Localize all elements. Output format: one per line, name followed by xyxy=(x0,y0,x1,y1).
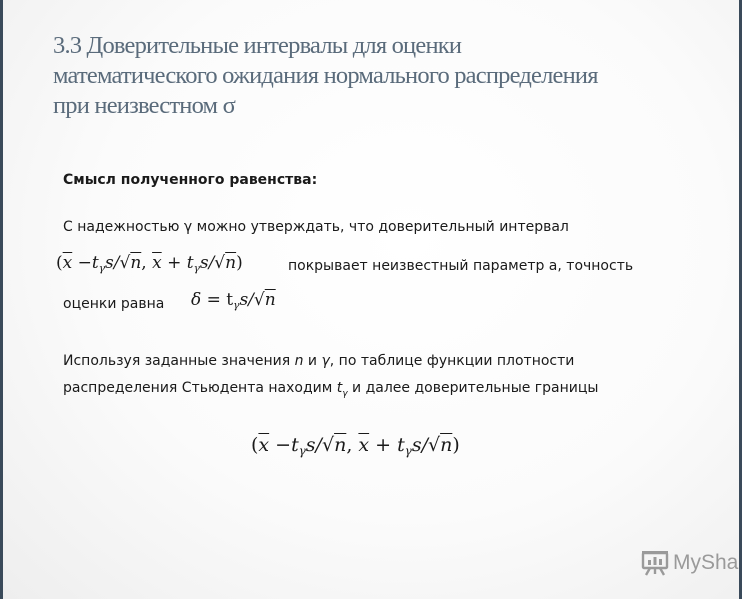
paragraph-line-4: Используя заданные значения n и γ, по таблице функции плотности xyxy=(63,353,575,369)
symbol-gamma: γ xyxy=(321,353,330,369)
delta-formula: $\delta = t_\gamma s/√n$ xyxy=(191,290,276,312)
paragraph-line-3-lead: оценки равна xyxy=(63,296,165,312)
paragraph-line-1: С надежностью γ можно утверждать, что доверительный интервал xyxy=(63,219,569,235)
interval-formula-display: ($\overline{x} -t_\gamma s/√n$, $\overline{x} + t_\gamma s/√n$) xyxy=(251,434,460,459)
paragraph-line-2-tail: покрывает неизвестный параметр а, точность xyxy=(288,258,634,274)
slide xyxy=(3,0,739,599)
section-subheading: Смысл полученного равенства: xyxy=(63,172,318,188)
slide-title xyxy=(53,31,723,121)
interval-formula-inline: ($\overline{x} -t_\gamma s/√n$, $\overline{x} + t_\gamma s/√n$) xyxy=(56,253,243,275)
presentation-board-icon xyxy=(641,549,669,577)
myshared-logo[interactable] xyxy=(641,546,738,580)
title-line-3: при неизвестном σ xyxy=(53,92,235,119)
title-line-2: математического ожидания нормального распределения xyxy=(53,62,598,89)
symbol-n: n xyxy=(294,353,304,369)
symbol-t-gamma: $t_\gamma$ xyxy=(336,380,348,399)
paragraph-line-5: распределения Стьюдента находим $t_\gamma$ и далее доверительные границы xyxy=(63,380,599,399)
logo-text: MySha xyxy=(673,551,739,574)
title-line-1: 3.3 Доверительные интервалы для оценки xyxy=(53,32,462,59)
